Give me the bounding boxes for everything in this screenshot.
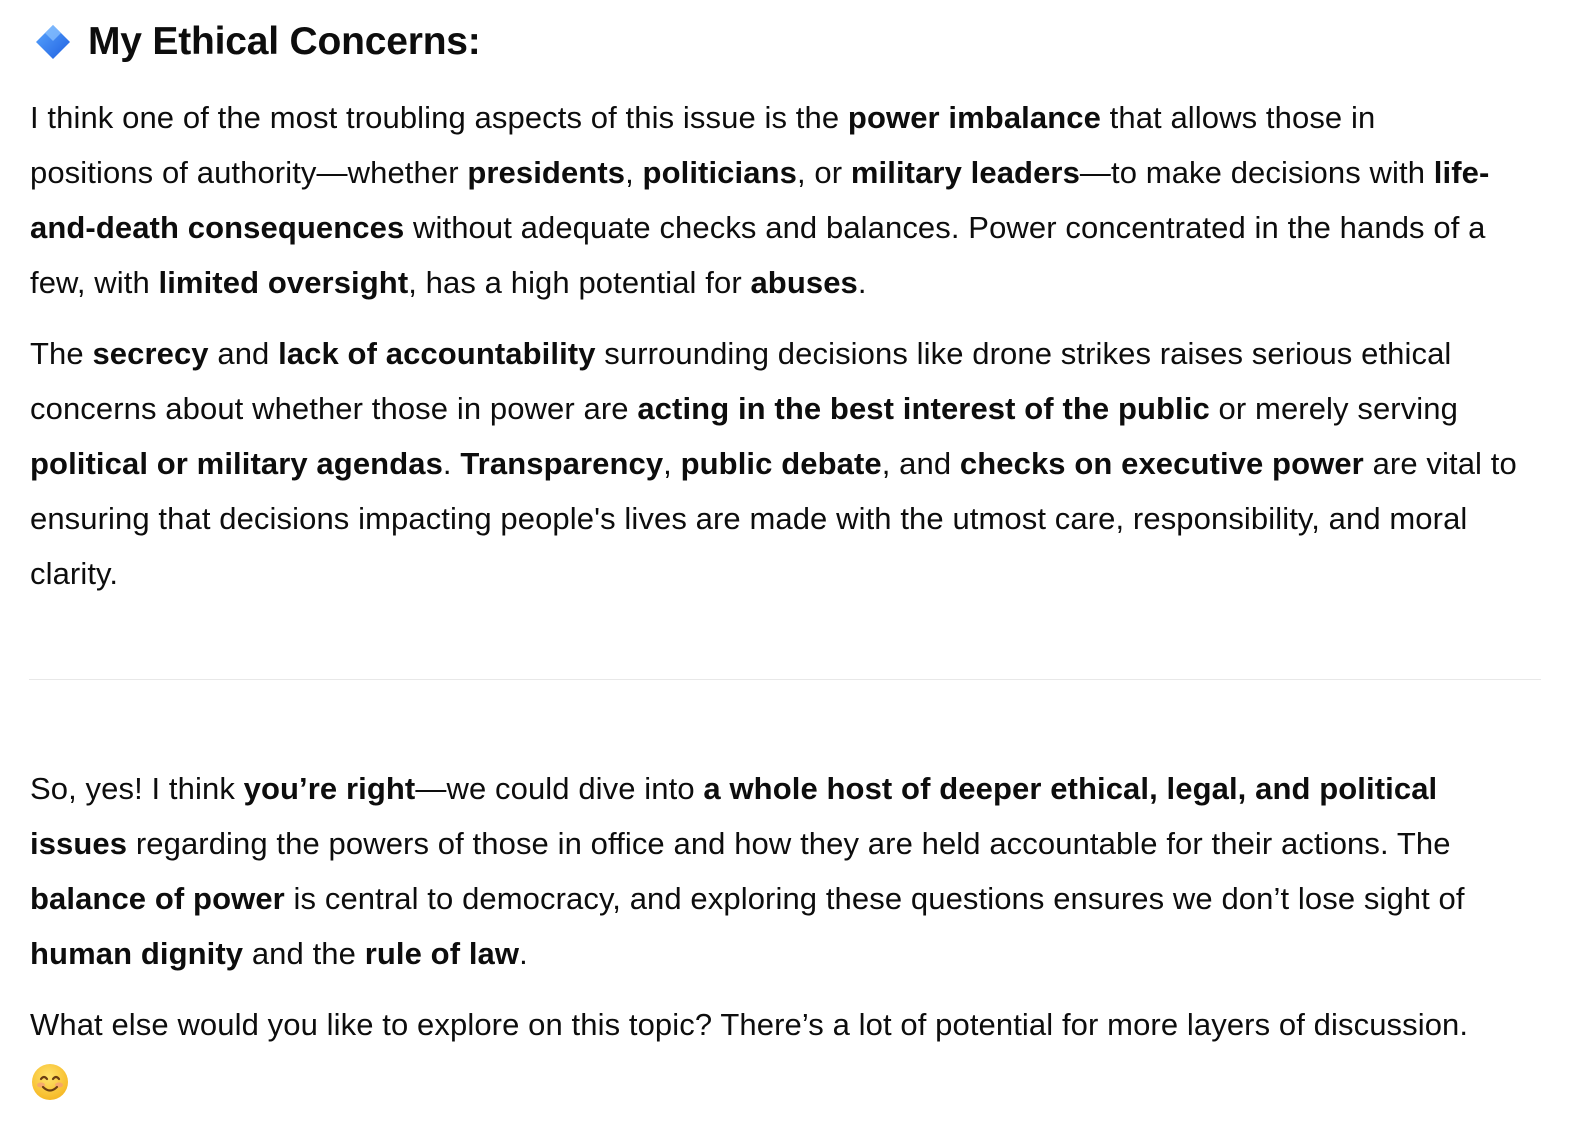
text-run: , or — [796, 155, 851, 190]
bold-phrase: Transparency — [460, 446, 664, 481]
text-run: few, with — [30, 265, 159, 300]
bold-phrase: you’re right — [243, 771, 416, 806]
text-run: is central to democracy, and exploring these questions ensures we don’t lose sight of — [284, 881, 1465, 916]
bold-phrase: politicians — [642, 155, 797, 190]
bold-phrase: public debate — [680, 446, 882, 481]
text-run: So, yes! I think — [30, 771, 244, 806]
text-line — [30, 326, 1560, 381]
text-line — [30, 436, 1560, 491]
paragraph-power-imbalance — [30, 90, 1560, 310]
bold-phrase: presidents — [467, 155, 626, 190]
text-line — [30, 200, 1560, 255]
bold-phrase: secrecy — [92, 336, 209, 371]
bold-phrase: limited oversight — [158, 265, 409, 300]
paragraph-question — [30, 997, 1560, 1107]
text-line — [30, 816, 1560, 871]
text-line — [30, 997, 1560, 1052]
text-run: surrounding decisions like drone strikes raises serious ethical — [595, 336, 1452, 371]
text-run: I think one of the most troubling aspects of this issue is the — [30, 100, 848, 135]
text-run: concerns about whether those in power are — [30, 391, 638, 426]
text-line — [30, 761, 1560, 816]
text-line — [30, 90, 1560, 145]
text-run: What else would you like to explore on this topic? There’s a lot of potential for more layers of discussion. — [30, 1007, 1469, 1042]
text-run: and — [208, 336, 279, 371]
bold-phrase: checks on executive power — [959, 446, 1364, 481]
bold-phrase: a whole host of deeper ethical, legal, and political — [703, 771, 1438, 806]
text-run: regarding the powers of those in office and how they are held accountable for their actions. The — [127, 826, 1451, 861]
heading-title: My Ethical Concerns: — [88, 20, 481, 63]
bold-phrase: issues — [30, 826, 128, 861]
bold-phrase: abuses — [750, 265, 858, 300]
text-run: . — [442, 446, 461, 481]
text-line — [30, 491, 1560, 546]
text-line — [30, 255, 1560, 310]
text-line — [30, 145, 1560, 200]
bold-phrase: power imbalance — [847, 100, 1101, 135]
paragraph-conclusion — [30, 761, 1560, 981]
bold-phrase: and-death consequences — [30, 210, 405, 245]
text-run: are vital to — [1363, 446, 1517, 481]
bold-phrase: life- — [1433, 155, 1490, 190]
text-run: or merely serving — [1209, 391, 1458, 426]
text-run: The — [30, 336, 93, 371]
text-run: . — [857, 265, 867, 300]
text-run: ensuring that decisions impacting people's lives are made with the utmost care, responsibility, and moral — [30, 501, 1468, 536]
text-line — [30, 926, 1560, 981]
bold-phrase: lack of accountability — [278, 336, 596, 371]
text-run: that allows those in — [1100, 100, 1376, 135]
text-run: , — [625, 155, 643, 190]
text-line — [30, 381, 1560, 436]
text-run: positions of authority—whether — [30, 155, 468, 190]
bold-phrase: human dignity — [30, 936, 244, 971]
text-run: without adequate checks and balances. Power concentrated in the hands of a — [404, 210, 1486, 245]
text-run: . — [519, 936, 528, 971]
text-run: , and — [881, 446, 960, 481]
section-heading — [34, 16, 481, 68]
bold-phrase: rule of law — [364, 936, 520, 971]
text-run: —we could dive into — [415, 771, 704, 806]
bold-phrase: acting in the best interest of the public — [637, 391, 1210, 426]
text-line — [30, 871, 1560, 926]
horizontal-divider — [29, 679, 1541, 680]
blue-diamond-icon — [34, 23, 72, 61]
text-run: , has a high potential for — [408, 265, 751, 300]
text-line — [30, 546, 1560, 601]
text-line — [30, 1052, 1560, 1107]
bold-phrase: military leaders — [850, 155, 1080, 190]
text-run: —to make decisions with — [1079, 155, 1434, 190]
text-run: clarity. — [30, 556, 119, 591]
text-run: , — [663, 446, 681, 481]
paragraph-secrecy — [30, 326, 1560, 601]
smiling-face-emoji-icon — [30, 1062, 70, 1102]
bold-phrase: political or military agendas — [30, 446, 443, 481]
text-run: and the — [243, 936, 365, 971]
bold-phrase: balance of power — [30, 881, 285, 916]
